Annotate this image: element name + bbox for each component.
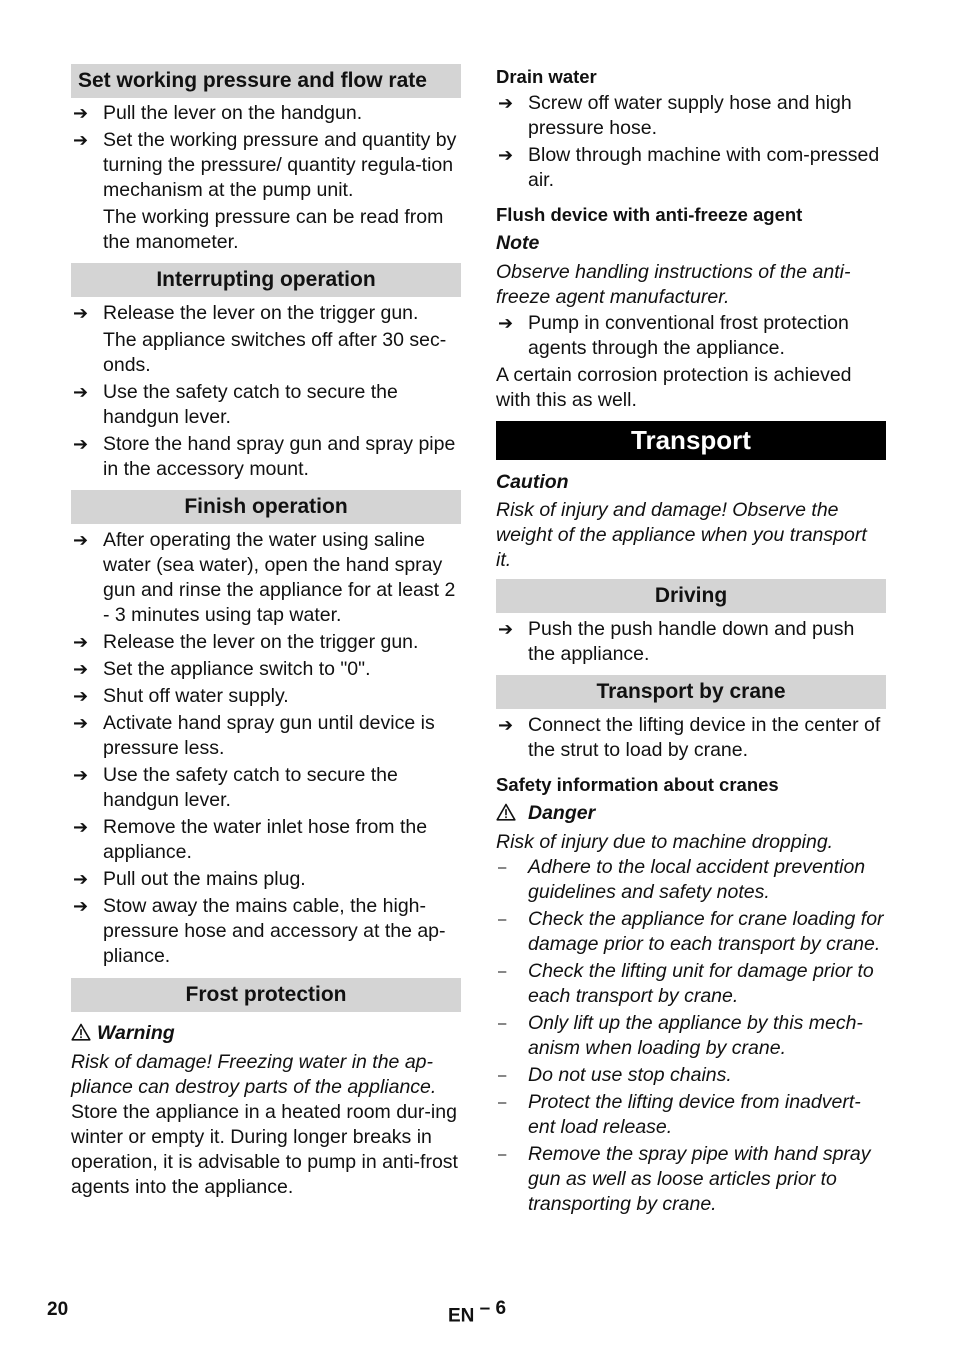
warning-triangle-icon xyxy=(496,801,528,826)
subheading-drain-water: Drain water xyxy=(496,66,597,87)
language-page-marker: EN $^{- 6}$ xyxy=(448,1298,507,1327)
arrow-right-icon: ➔ xyxy=(73,896,89,916)
arrow-right-icon: ➔ xyxy=(498,715,514,735)
paragraph: Store the appliance in a heated room dur-ing winter or empty it. During longer breaks in operation, it is advisable to pump in anti-frost agents into the appliance. xyxy=(71,1101,458,1198)
list-item: ➔ Stow away the mains cable, the high-pressure hose and accessory at the ap-pliance. xyxy=(73,895,446,967)
caution-label: Caution xyxy=(496,471,569,493)
list-item: ➔ Screw off water supply hose and high pressure hose. xyxy=(498,92,852,139)
dash-item: – Only lift up the appliance by this mech-anism when loading by crane. xyxy=(498,1012,863,1059)
arrow-right-icon: ➔ xyxy=(73,303,89,323)
list-item: ➔ Pump in conventional frost protection agents through the appliance. xyxy=(498,312,849,359)
list-item: ➔ Release the lever on the trigger gun. xyxy=(73,302,419,324)
list-item: ➔ After operating the water using saline water (sea water), open the hand spray gun and rinse the appliance for at least 2 - 3 minutes using tap water. xyxy=(73,529,456,626)
right-column xyxy=(496,64,886,1217)
arrow-right-icon: ➔ xyxy=(73,103,89,123)
section-heading-finish: Finish operation xyxy=(71,490,461,524)
page-number: 20 xyxy=(47,1299,69,1320)
warning-label: Warning xyxy=(71,1021,461,1046)
subheading-flush: Flush device with anti-freeze agent xyxy=(496,204,803,225)
paragraph: The working pressure can be read from the manometer. xyxy=(103,206,444,253)
dash-item: – Protect the lifting device from inadvert-ent load release. xyxy=(498,1091,861,1138)
arrow-right-icon: ➔ xyxy=(73,869,89,889)
section-heading-crane: Transport by crane xyxy=(496,675,886,709)
list-item: ➔ Blow through machine with com-pressed air. xyxy=(498,144,880,191)
arrow-right-icon: ➔ xyxy=(73,817,89,837)
arrow-right-icon: ➔ xyxy=(73,434,89,454)
warning-text: Risk of damage! Freezing water in the ap-pliance can destroy parts of the appliance. xyxy=(71,1051,437,1098)
paragraph: A certain corrosion protection is achieved with this as well. xyxy=(496,364,852,411)
note-label: Note xyxy=(496,232,540,254)
arrow-right-icon: ➔ xyxy=(73,382,89,402)
list-item: ➔ Use the safety catch to secure the handgun lever. xyxy=(73,764,398,811)
list-item: ➔ Use the safety catch to secure the handgun lever. xyxy=(73,381,398,428)
dash-item: – Do not use stop chains. xyxy=(498,1064,732,1086)
arrow-right-icon: ➔ xyxy=(73,686,89,706)
danger-text: Risk of injury due to machine dropping. xyxy=(496,831,834,853)
dash-item: – Adhere to the local accident prevention guidelines and safety notes. xyxy=(498,856,866,903)
list-item: ➔ Shut off water supply. xyxy=(73,685,289,707)
warning-triangle-icon xyxy=(71,1021,97,1046)
section-heading-frost: Frost protection xyxy=(71,978,461,1012)
arrow-right-icon: ➔ xyxy=(73,130,89,150)
danger-label: Danger xyxy=(496,801,886,826)
list-item: ➔ Pull out the mains plug. xyxy=(73,868,306,890)
subheading-safety-cranes: Safety information about cranes xyxy=(496,774,779,795)
list-item: ➔ Store the hand spray gun and spray pipe in the accessory mount. xyxy=(73,433,456,480)
dash-item: – Check the lifting unit for damage prior to each transport by crane. xyxy=(498,960,874,1007)
note-text: Observe handling instructions of the anti-freeze agent manufacturer. xyxy=(496,261,851,308)
list-item: ➔ Push the push handle down and push the appliance. xyxy=(498,618,855,665)
arrow-right-icon: ➔ xyxy=(498,93,514,113)
list-item: ➔ Release the lever on the trigger gun. xyxy=(73,631,419,653)
list-item: ➔ Remove the water inlet hose from the appliance. xyxy=(73,816,428,863)
list-item: ➔ Set the appliance switch to "0". xyxy=(73,658,371,680)
arrow-right-icon: ➔ xyxy=(498,145,514,165)
arrow-right-icon: ➔ xyxy=(73,659,89,679)
paragraph: The appliance switches off after 30 sec-onds. xyxy=(103,329,447,376)
arrow-right-icon: ➔ xyxy=(498,619,514,639)
list-item: ➔ Pull the lever on the handgun. xyxy=(73,102,363,124)
section-heading-interrupting: Interrupting operation xyxy=(71,263,461,297)
arrow-right-icon: ➔ xyxy=(73,765,89,785)
list-item: ➔ Activate hand spray gun until device is pressure less. xyxy=(73,712,435,759)
list-item: ➔ Set the working pressure and quantity by turning the pressure/ quantity regula-tion mechanism at the pump unit. xyxy=(73,129,457,201)
dash-item: – Check the appliance for crane loading for damage prior to each transport by crane. xyxy=(498,908,884,955)
list-item: ➔ Connect the lifting device in the center of the strut to load by crane. xyxy=(498,714,881,761)
arrow-right-icon: ➔ xyxy=(73,713,89,733)
chapter-heading-transport: Transport xyxy=(496,421,886,460)
caution-text: Risk of injury and damage! Observe the weight of the appliance when you transport it. xyxy=(496,499,867,571)
arrow-right-icon: ➔ xyxy=(498,313,514,333)
arrow-right-icon: ➔ xyxy=(73,632,89,652)
section-heading-driving: Driving xyxy=(496,579,886,613)
section-heading-working-pressure: Set working pressure and flow rate xyxy=(71,64,461,98)
dash-item: – Remove the spray pipe with hand spray gun as well as loose articles prior to transporting by crane. xyxy=(498,1143,871,1215)
arrow-right-icon: ➔ xyxy=(73,530,89,550)
left-column xyxy=(71,64,461,1200)
